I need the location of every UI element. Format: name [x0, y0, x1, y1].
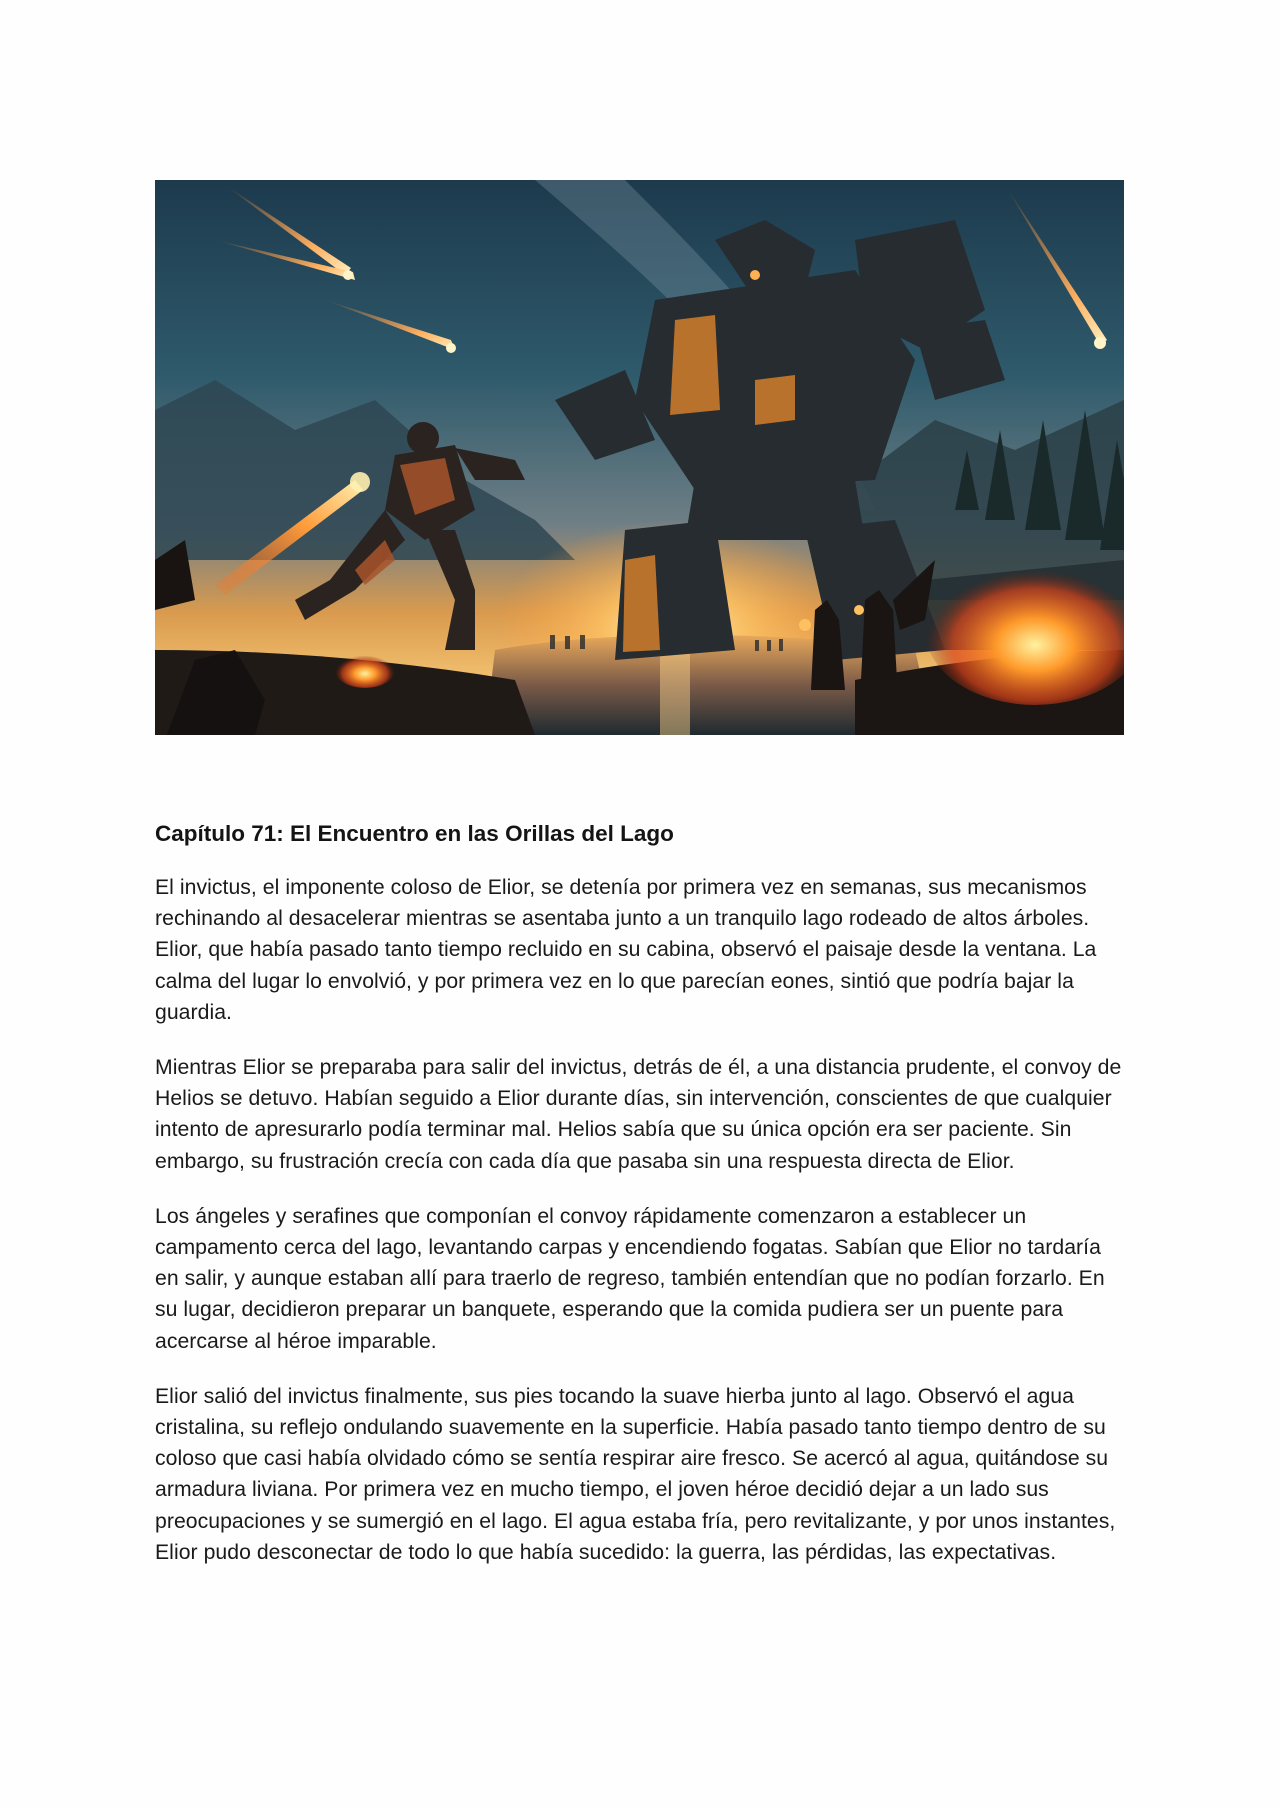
paragraph-3: Los ángeles y serafines que componían el convoy rápidamente comenzaron a establecer un campamento cerca del lago, levantando carpas y encendiendo fogatas. Sabían que Elior no tardaría en salir, y aunque estaban allí para traerlo de regreso, también entendían que no podían forzarlo. En su lugar, decidieron preparar un banquete, esperando que la comida pudiera ser un puente para acercarse al héroe imparable. — [155, 1204, 1105, 1353]
paragraph-4: Elior salió del invictus finalmente, sus pies tocando la suave hierba junto al lago. Observó el agua cristalina, su reflejo ondulando suavemente en la superficie. Había pasado tanto tiempo dentro de su coloso que casi había olvidado cómo se sentía respirar aire fresco. Se acercó al agua, quitándose su armadura liviana. Por primera vez en mucho tiempo, el joven héroe decidió dejar a un lado sus preocupaciones y se sumergió en el lago. El agua estaba fría, pero revitalizante, y por unos instantes, Elior pudo desconectar de todo lo que había sucedido: la guerra, las pérdidas, las expectativas. — [155, 1384, 1116, 1564]
paragraph-2: Mientras Elior se preparaba para salir del invictus, detrás de él, a una distancia prudente, el convoy de Helios se detuvo. Habían seguido a Elior durante días, sin intervención, conscientes de que cualquier intento de apresurarlo podía terminar mal. Helios sabía que su única opción era ser paciente. Sin embargo, su frustración crecía con cada día que pasaba sin una respuesta directa de Elior. — [155, 1056, 1122, 1173]
paragraph-1: El invictus, el imponente coloso de Elior, se detenía por primera vez en semanas, sus mecanismos rechinando al desacelerar mientras se asentaba junto a un tranquilo lago rodeado de altos árboles. Elior, que había pasado tanto tiempo recluido en su cabina, observó el paisaje desde la ventana. La calma del lugar lo envolvió, y por primera vez en lo que parecían eones, sintió que podría bajar la guardia. — [155, 876, 1097, 1024]
chapter-title: Capítulo 71: El Encuentro en las Orillas del Lago — [155, 821, 674, 846]
chapter-content — [155, 818, 1127, 1592]
chapter-illustration — [155, 180, 1124, 735]
